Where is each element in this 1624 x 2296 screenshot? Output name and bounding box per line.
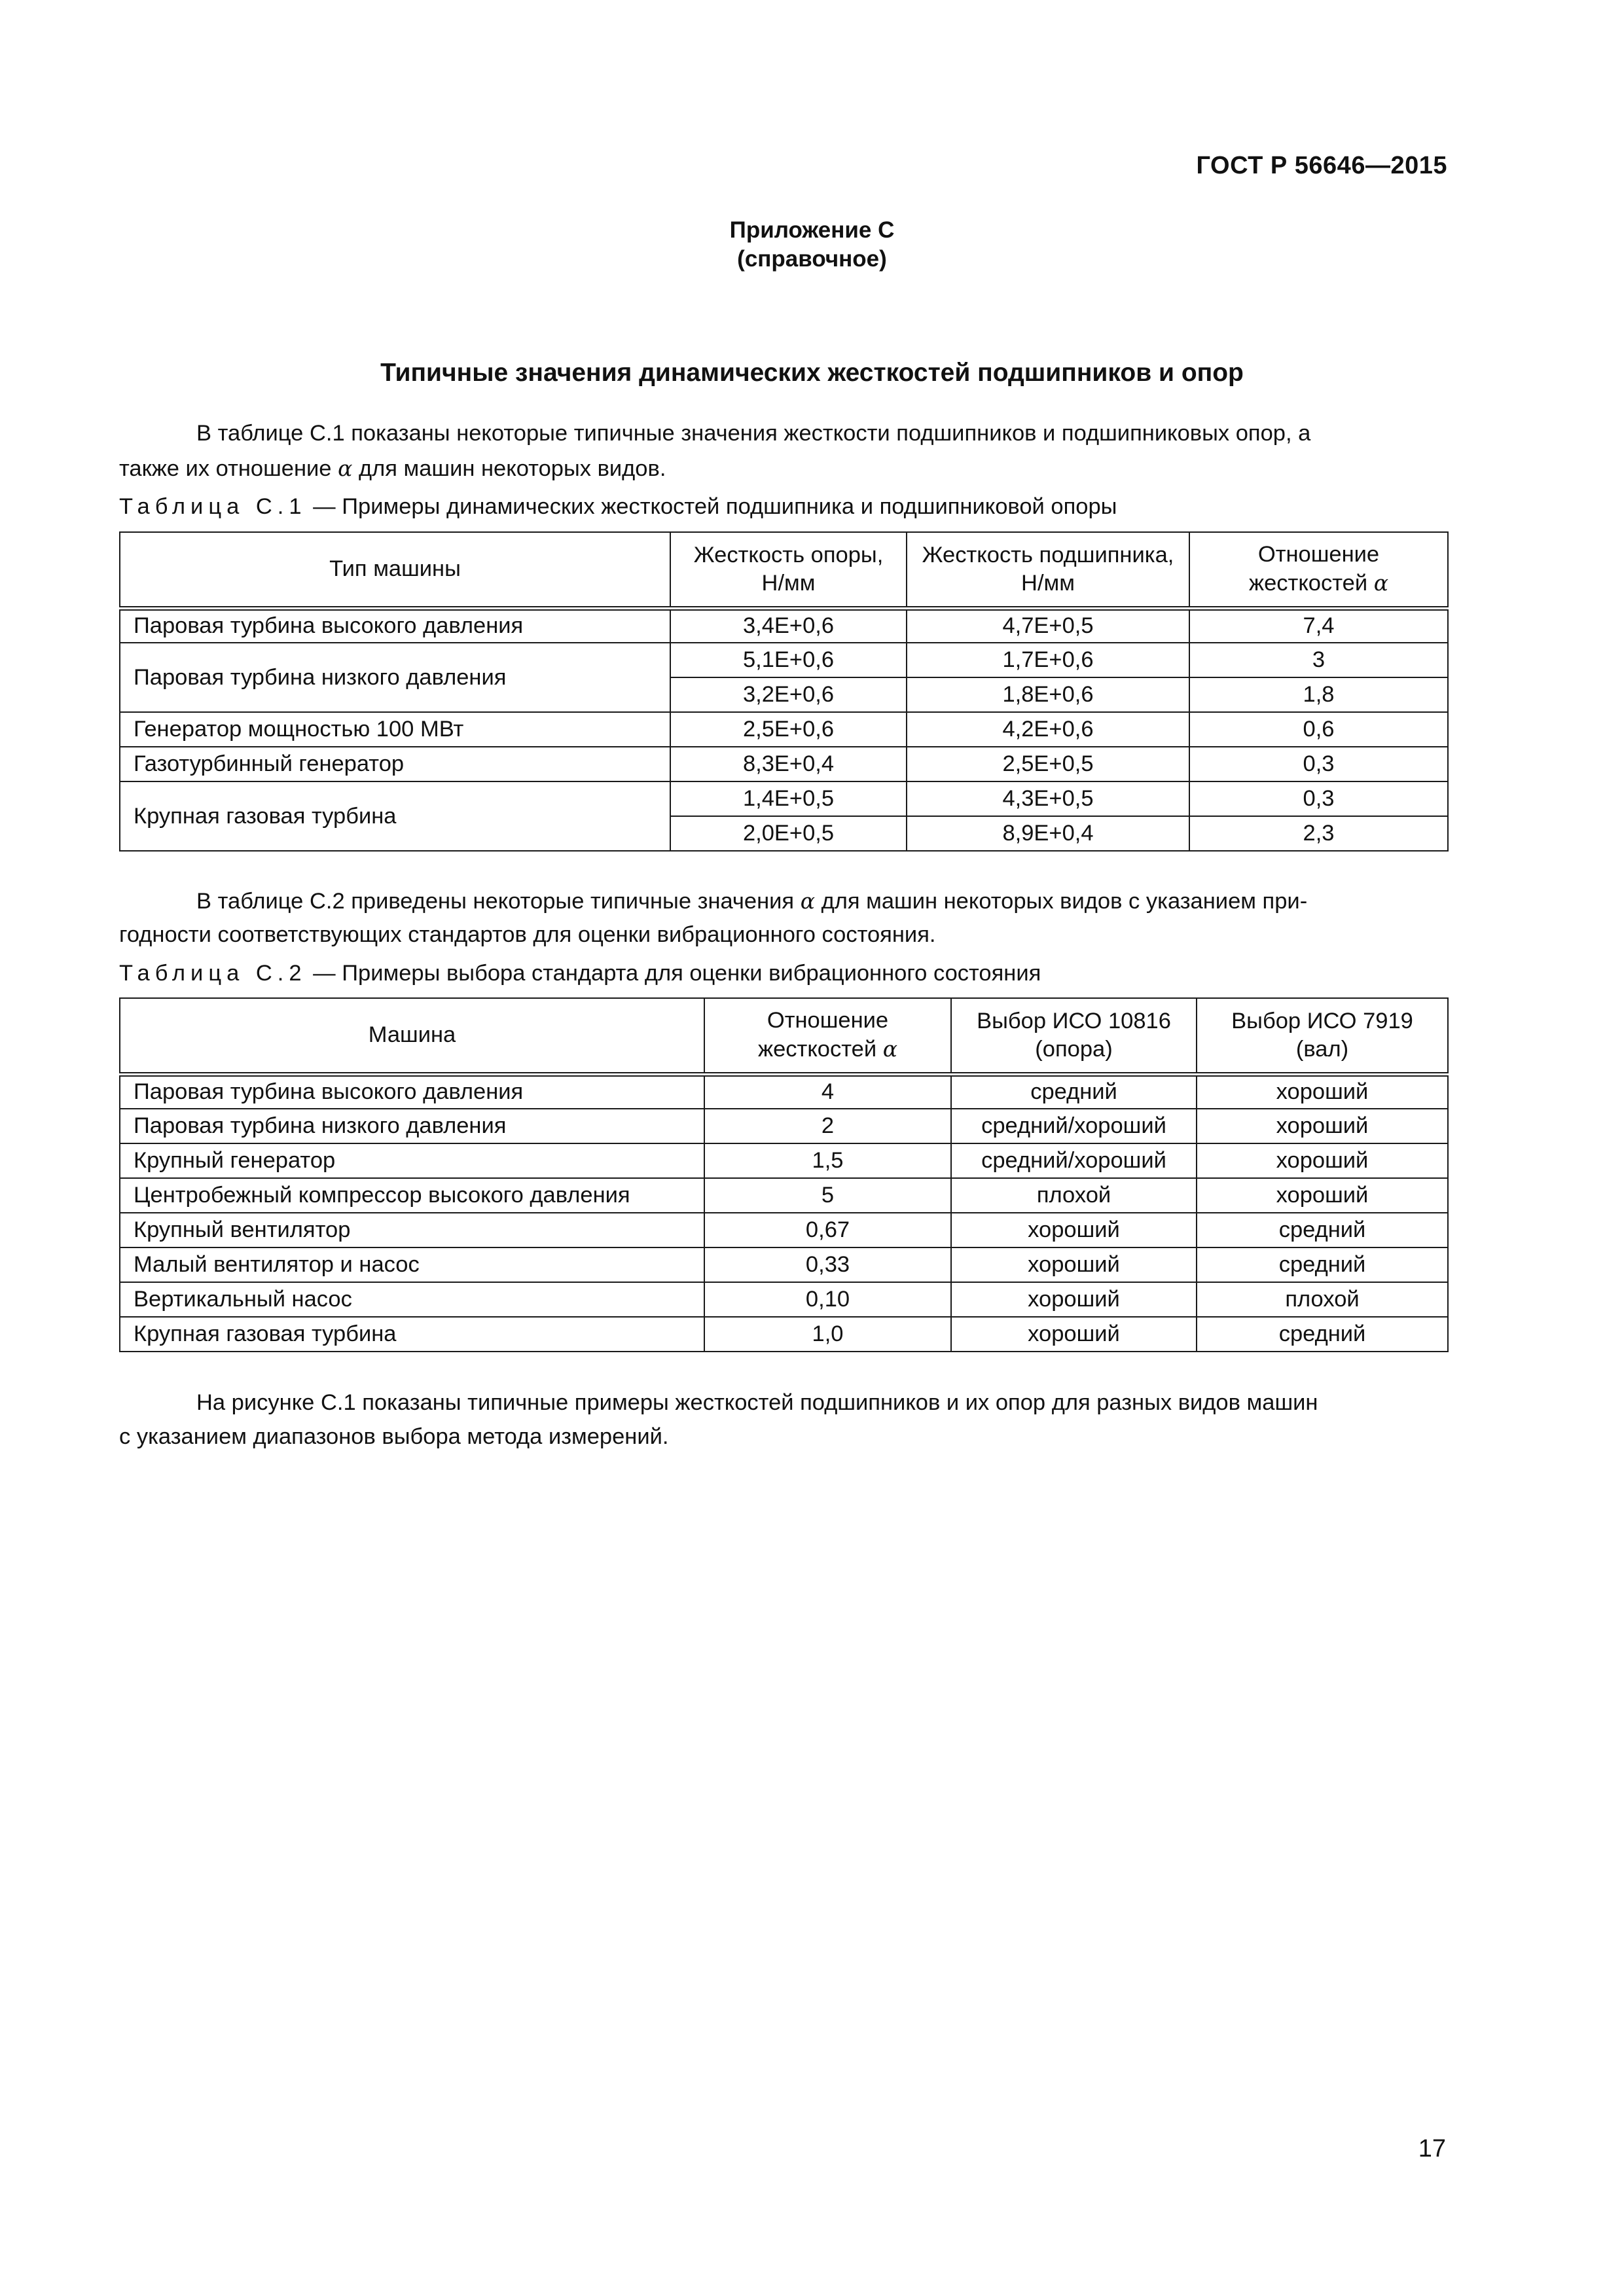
- t2-machine-cell: Паровая турбина низкого давления: [120, 1109, 704, 1143]
- section-title: Типичные значения динамических жесткостей подшипников и опор: [380, 359, 1244, 387]
- t2-value-cell: 1,0: [704, 1317, 951, 1352]
- t2-header-ratio: Отношение жесткостей α: [704, 998, 951, 1074]
- t2-header-machine: Машина: [120, 998, 704, 1074]
- table-1-caption: Таблица С.1 — Примеры динамических жесткостей подшипника и подшипниковой опоры: [119, 494, 1117, 519]
- t1-value-cell: 4,2E+0,6: [907, 712, 1189, 747]
- t1-value-cell: 2,0E+0,5: [670, 816, 907, 851]
- t1-machine-cell: Паровая турбина высокого давления: [120, 608, 670, 643]
- t2-value-cell: средний: [1197, 1317, 1448, 1352]
- appendix-title: Приложение С: [729, 217, 895, 243]
- t1-value-cell: 1,8: [1189, 677, 1448, 712]
- t2-value-cell: плохой: [1197, 1282, 1448, 1317]
- table-row: [120, 1109, 1448, 1143]
- t1-value-cell: 1,8E+0,6: [907, 677, 1189, 712]
- t1-value-cell: 8,3E+0,4: [670, 747, 907, 781]
- table-2-caption: Таблица С.2 — Примеры выбора стандарта для оценки вибрационного состояния: [119, 961, 1041, 986]
- t1-value-cell: 4,3E+0,5: [907, 781, 1189, 816]
- t1-value-cell: 3: [1189, 643, 1448, 677]
- t2-machine-cell: Паровая турбина высокого давления: [120, 1074, 704, 1109]
- t2-machine-cell: Малый вентилятор и насос: [120, 1247, 704, 1282]
- t1-value-cell: 1,4E+0,5: [670, 781, 907, 816]
- table-row: [120, 781, 1448, 816]
- t2-machine-cell: Крупная газовая турбина: [120, 1317, 704, 1352]
- t1-value-cell: 5,1E+0,6: [670, 643, 907, 677]
- t2-value-cell: 1,5: [704, 1143, 951, 1178]
- t1-value-cell: 0,3: [1189, 781, 1448, 816]
- t1-header-machine: Тип машины: [120, 532, 670, 608]
- table-row: [120, 1143, 1448, 1178]
- table-row: [120, 1282, 1448, 1317]
- t1-value-cell: 3,4E+0,6: [670, 608, 907, 643]
- t1-machine-cell: Генератор мощностью 100 МВт: [120, 712, 670, 747]
- t2-value-cell: 0,33: [704, 1247, 951, 1282]
- table-row: [120, 712, 1448, 747]
- t1-value-cell: 3,2E+0,6: [670, 677, 907, 712]
- paragraph-3-line-2: с указанием диапазонов выбора метода измерений.: [119, 1424, 669, 1449]
- t2-machine-cell: Крупный вентилятор: [120, 1213, 704, 1247]
- t1-value-cell: 2,5E+0,5: [907, 747, 1189, 781]
- t2-value-cell: плохой: [951, 1178, 1197, 1213]
- t2-machine-cell: Крупный генератор: [120, 1143, 704, 1178]
- t2-machine-cell: Вертикальный насос: [120, 1282, 704, 1317]
- t1-value-cell: 1,7E+0,6: [907, 643, 1189, 677]
- appendix-subtitle: (справочное): [737, 246, 887, 272]
- t2-value-cell: хороший: [951, 1282, 1197, 1317]
- t2-value-cell: средний/хороший: [951, 1143, 1197, 1178]
- t2-value-cell: 0,67: [704, 1213, 951, 1247]
- t1-value-cell: 0,6: [1189, 712, 1448, 747]
- t2-header-iso7919: Выбор ИСО 7919 (вал): [1197, 998, 1448, 1074]
- table-row: [120, 747, 1448, 781]
- t2-value-cell: хороший: [951, 1213, 1197, 1247]
- t1-header-ratio: Отношение жесткостей α: [1189, 532, 1448, 608]
- t2-header-iso10816: Выбор ИСО 10816 (опора): [951, 998, 1197, 1074]
- table-row: [120, 608, 1448, 643]
- t2-value-cell: средний: [1197, 1213, 1448, 1247]
- paragraph-2-line-2: годности соответствующих стандартов для оценки вибрационного состояния.: [119, 922, 936, 947]
- t2-value-cell: хороший: [1197, 1178, 1448, 1213]
- t2-value-cell: хороший: [1197, 1143, 1448, 1178]
- t2-value-cell: 2: [704, 1109, 951, 1143]
- t2-value-cell: 4: [704, 1074, 951, 1109]
- t2-value-cell: хороший: [1197, 1109, 1448, 1143]
- t2-value-cell: хороший: [951, 1317, 1197, 1352]
- t2-value-cell: средний: [951, 1074, 1197, 1109]
- paragraph-3-line-1: На рисунке С.1 показаны типичные примеры жесткостей подшипников и их опор для разных видов машин: [196, 1390, 1318, 1415]
- t2-value-cell: 5: [704, 1178, 951, 1213]
- t1-machine-cell: Крупная газовая турбина: [120, 781, 670, 851]
- table-row: [120, 1213, 1448, 1247]
- t1-value-cell: 4,7E+0,5: [907, 608, 1189, 643]
- t1-value-cell: 8,9E+0,4: [907, 816, 1189, 851]
- paragraph-1-line-2: также их отношение α для машин некоторых видов.: [119, 456, 666, 481]
- table-row: [120, 1247, 1448, 1282]
- alpha-symbol: α: [338, 456, 353, 481]
- t1-value-cell: 0,3: [1189, 747, 1448, 781]
- document-code: ГОСТ Р 56646—2015: [1196, 152, 1447, 179]
- table-2: [119, 997, 1449, 1352]
- t1-body: [120, 608, 1448, 851]
- t2-value-cell: средний/хороший: [951, 1109, 1197, 1143]
- paragraph-2-line-1: В таблице С.2 приведены некоторые типичные значения α для машин некоторых видов с указанием при-: [196, 888, 1308, 914]
- t1-header-bearing-stiffness: Жесткость подшипника, Н/мм: [907, 532, 1189, 608]
- t2-body: [120, 1074, 1448, 1352]
- t2-value-cell: хороший: [1197, 1074, 1448, 1109]
- page-number: 17: [1418, 2135, 1446, 2162]
- t1-value-cell: 2,5E+0,6: [670, 712, 907, 747]
- t2-machine-cell: Центробежный компрессор высокого давления: [120, 1178, 704, 1213]
- t2-value-cell: средний: [1197, 1247, 1448, 1282]
- t2-value-cell: хороший: [951, 1247, 1197, 1282]
- table-row: [120, 1074, 1448, 1109]
- t1-header-support-stiffness: Жесткость опоры, Н/мм: [670, 532, 907, 608]
- table-row: [120, 1317, 1448, 1352]
- table-1: [119, 531, 1449, 852]
- t1-value-cell: 7,4: [1189, 608, 1448, 643]
- table-row: [120, 1178, 1448, 1213]
- t1-machine-cell: Паровая турбина низкого давления: [120, 643, 670, 712]
- t1-machine-cell: Газотурбинный генератор: [120, 747, 670, 781]
- t2-value-cell: 0,10: [704, 1282, 951, 1317]
- table-row: [120, 643, 1448, 677]
- t1-value-cell: 2,3: [1189, 816, 1448, 851]
- paragraph-1-line-1: В таблице С.1 показаны некоторые типичные значения жесткости подшипников и подшипниковых опор, а: [196, 421, 1311, 446]
